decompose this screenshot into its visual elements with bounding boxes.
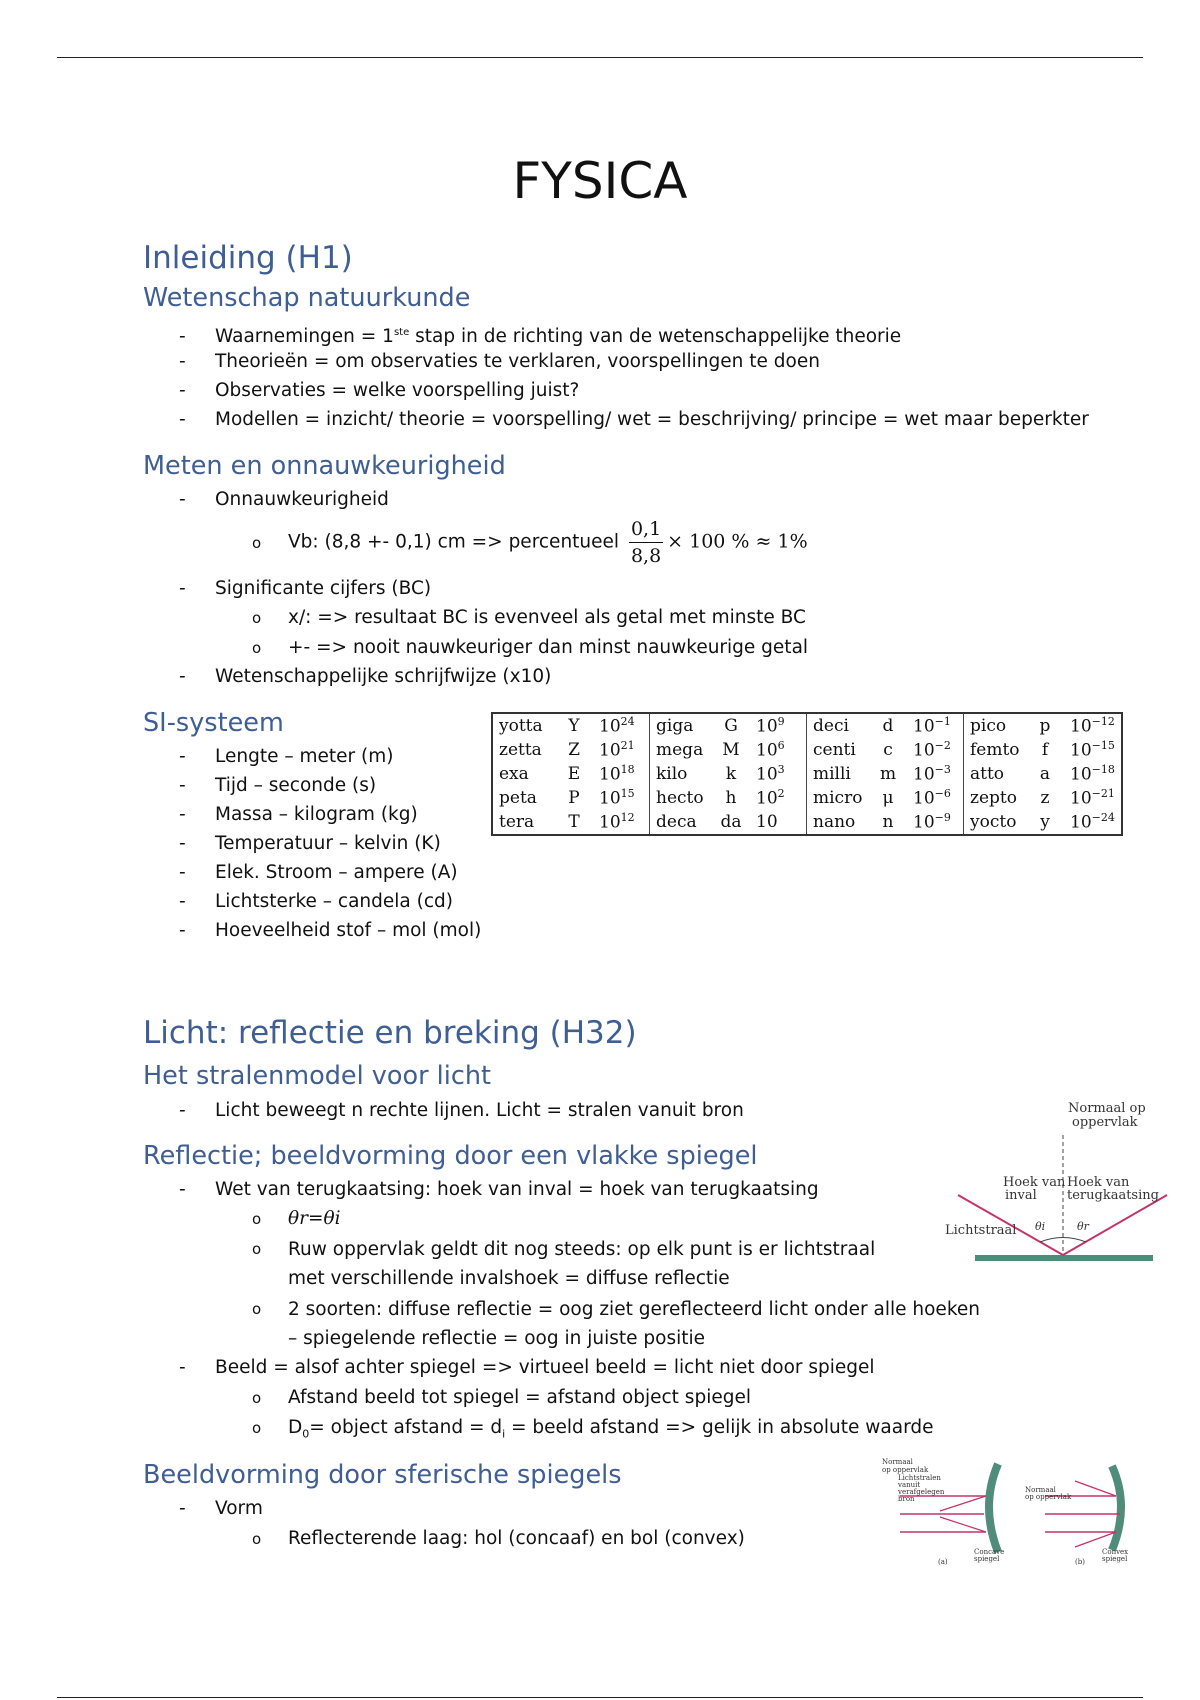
list-item: - Massa – kilogram (kg) <box>179 804 418 825</box>
concave-mirror <box>989 1464 998 1552</box>
prefix-name: exa <box>499 764 529 784</box>
a-normal-label: Normaal <box>882 1458 913 1466</box>
terug-label: terugkaatsing <box>1067 1188 1159 1203</box>
b-mirror-label: spiegel <box>1102 1555 1128 1563</box>
prefix-power: $10^3$ <box>750 762 807 786</box>
heading-stralen: Het stralenmodel voor licht <box>143 1061 492 1091</box>
list-item: - Theorieën = om observaties te verklaren, voorspellingen te doen <box>179 351 820 372</box>
fraction: $\frac{0,1}{8,8}$ <box>630 518 662 567</box>
list-subitem: o x/: => resultaat BC is evenveel als getal met minste BC <box>252 607 806 628</box>
a-mirror-label: Concave <box>974 1548 1005 1556</box>
prefix-name: yotta <box>499 716 543 736</box>
list-subitem: o Afstand beeld tot spiegel = afstand object spiegel <box>252 1387 751 1408</box>
list-item: - Wet van terugkaatsing: hoek van inval = hoek van terugkaatsing <box>179 1179 819 1200</box>
list-item: - Vorm <box>179 1498 263 1519</box>
a-rays-label: vanuit <box>898 1481 921 1489</box>
prefix-name: peta <box>499 788 537 808</box>
prefix-name: mega <box>656 740 704 760</box>
mirror-surface <box>975 1255 1153 1261</box>
list-item: - Lengte – meter (m) <box>179 746 394 767</box>
prefix-name: yocto <box>970 812 1017 832</box>
prefix-power: $10^{-6}$ <box>907 786 964 810</box>
prefix-name: milli <box>813 764 851 784</box>
list-subitem: o Vb: (8,8 +- 0,1) cm => percentueel $\frac{0,1}{8,8}$ × 100 % ≈ 1% <box>252 518 808 567</box>
prefix-symbol: f <box>1041 740 1049 760</box>
reflection-diagram <box>940 1095 1172 1267</box>
list-item: - Temperatuur – kelvin (K) <box>179 833 441 854</box>
prefix-symbol: d <box>882 716 894 736</box>
si-prefix-table <box>491 712 1123 836</box>
prefix-name: atto <box>970 764 1005 784</box>
prefix-power: $10^9$ <box>750 713 807 738</box>
b-normal-label: Normaal <box>1025 1486 1056 1494</box>
prefix-power: $10^2$ <box>750 786 807 810</box>
prefix-name: pico <box>970 716 1007 736</box>
prefix-power: $10^{-2}$ <box>907 738 964 762</box>
list-item: - Onnauwkeurigheid <box>179 489 389 510</box>
list-item: - Modellen = inzicht/ theorie = voorspelling/ wet = beschrijving/ principe = wet maar beperkter <box>179 409 1089 430</box>
prefix-symbol: n <box>882 812 894 832</box>
list-item: - Waarnemingen = 1ste stap in de richting van de wetenschappelijke theorie <box>179 326 902 348</box>
list-item: - Significante cijfers (BC) <box>179 578 432 599</box>
heading-reflectie: Reflectie; beeldvorming door een vlakke spiegel <box>143 1141 758 1171</box>
top-rule <box>57 57 1143 58</box>
ray-label: Lichtstraal <box>945 1223 1017 1238</box>
list-item: - Licht beweegt n rechte lijnen. Licht = stralen vanuit bron <box>179 1100 744 1121</box>
normal-label: oppervlak <box>1072 1115 1138 1130</box>
heading-licht: Licht: reflectie en breking (H32) <box>143 1015 637 1051</box>
inval-label: Hoek van <box>1003 1175 1066 1190</box>
prefix-power: $10^{-18}$ <box>1070 763 1115 785</box>
list-subitem: o $D_0=$ object $afstand = d_i$ = beeld afstand => gelijk in absolute waarde <box>252 1417 934 1441</box>
prefix-symbol: μ <box>882 788 894 808</box>
list-subitem: o +- => nooit nauwkeuriger dan minst nauwkeurige getal <box>252 637 809 658</box>
prefix-symbol: z <box>1040 788 1050 808</box>
prefix-name: nano <box>813 812 856 832</box>
theta-r-label: θr <box>1077 1220 1089 1233</box>
bottom-rule <box>57 1697 1143 1698</box>
page-title: FYSICA <box>512 152 688 210</box>
prefix-symbol: c <box>883 740 893 760</box>
si-table-row <box>492 810 1122 835</box>
prefix-name: giga <box>656 716 694 736</box>
prefix-symbol: h <box>725 788 737 808</box>
list-subitem: o θr=θi <box>252 1208 341 1229</box>
b-label: (b) <box>1075 1558 1085 1566</box>
prefix-name: zepto <box>970 788 1017 808</box>
list-item: - Lichtsterke – candela (cd) <box>179 891 453 912</box>
prefix-name: tera <box>499 812 535 832</box>
a-mirror-label: spiegel <box>974 1555 1000 1563</box>
heading-sferisch: Beeldvorming door sferische spiegels <box>143 1460 622 1490</box>
si-table-row <box>492 786 1122 810</box>
terug-label: Hoek van <box>1067 1175 1130 1190</box>
prefix-name: centi <box>813 740 856 760</box>
prefix-symbol: da <box>720 812 742 832</box>
b-mirror-label: Convex <box>1102 1548 1129 1556</box>
list-item: - Beeld = alsof achter spiegel => virtueel beeld = licht niet door spiegel <box>179 1357 875 1378</box>
prefix-symbol: P <box>568 788 580 808</box>
prefix-symbol: y <box>1040 812 1050 832</box>
ray <box>940 1517 986 1532</box>
ray <box>940 1496 986 1511</box>
prefix-power: $10^{-3}$ <box>907 762 964 786</box>
prefix-name: deca <box>656 812 697 832</box>
prefix-symbol: p <box>1039 716 1051 736</box>
prefix-name: deci <box>813 716 849 736</box>
spherical-mirrors-diagram <box>880 1456 1130 1571</box>
normal-label: Normaal op <box>1068 1101 1146 1116</box>
prefix-name: kilo <box>656 764 688 784</box>
theta-i-label: θi <box>1035 1220 1046 1233</box>
si-table-row <box>492 713 1122 738</box>
prefix-name: micro <box>813 788 863 808</box>
si-table-row <box>492 762 1122 786</box>
convex-mirror <box>1112 1466 1121 1550</box>
list-item: - Wetenschappelijke schrijfwijze (x10) <box>179 666 552 687</box>
a-normal-label: op oppervlak <box>882 1466 929 1474</box>
prefix-symbol: a <box>1039 764 1051 784</box>
a-rays-label: Lichtstralen <box>898 1474 941 1482</box>
prefix-power: $10^{21}$ <box>593 738 650 762</box>
a-rays-label: bron <box>898 1495 915 1503</box>
heading-si: SI-systeem <box>143 708 284 738</box>
prefix-power: $10^{-12}$ <box>1070 715 1115 737</box>
prefix-power: $10^{-15}$ <box>1070 739 1115 761</box>
prefix-power: $10^{18}$ <box>593 762 650 786</box>
prefix-power: $10^{24}$ <box>593 713 650 738</box>
heading-inleiding: Inleiding (H1) <box>143 240 353 276</box>
prefix-name: femto <box>970 740 1020 760</box>
prefix-power: 10 <box>750 810 807 835</box>
inval-label: inval <box>1005 1188 1037 1203</box>
heading-meten: Meten en onnauwkeurigheid <box>143 451 506 481</box>
ray <box>1075 1481 1116 1496</box>
list-item: - Hoeveelheid stof – mol (mol) <box>179 920 482 941</box>
list-item: - Tijd – seconde (s) <box>179 775 377 796</box>
prefix-power: $10^6$ <box>750 738 807 762</box>
list-subitem: o Ruw oppervlak geldt dit nog steeds: op elk punt is er lichtstraal met verschillende invalshoek = diffuse reflectie <box>252 1239 876 1289</box>
prefix-symbol: E <box>567 764 581 784</box>
prefix-symbol: G <box>724 716 738 736</box>
list-subitem: o Reflecterende laag: hol (concaaf) en bol (convex) <box>252 1528 745 1549</box>
prefix-power: $10^{-21}$ <box>1070 787 1115 809</box>
a-label: (a) <box>938 1558 948 1566</box>
prefix-symbol: M <box>722 740 740 760</box>
si-table-row <box>492 738 1122 762</box>
b-normal-label: op oppervlak <box>1025 1493 1072 1501</box>
prefix-power: $10^{15}$ <box>593 786 650 810</box>
list-item: - Elek. Stroom – ampere (A) <box>179 862 458 883</box>
prefix-symbol: k <box>725 764 737 784</box>
heading-wetenschap: Wetenschap natuurkunde <box>143 283 471 313</box>
list-item: - Observaties = welke voorspelling juist? <box>179 380 580 401</box>
a-rays-label: verafgelegen <box>898 1488 945 1496</box>
prefix-symbol: Y <box>568 716 580 736</box>
prefix-symbol: m <box>879 764 897 784</box>
prefix-symbol: Z <box>568 740 580 760</box>
prefix-power: $10^{-24}$ <box>1070 811 1115 833</box>
prefix-name: hecto <box>656 788 704 808</box>
prefix-name: zetta <box>499 740 542 760</box>
list-subitem: o 2 soorten: diffuse reflectie = oog ziet gereflecteerd licht onder alle hoeken – spiegelende reflectie = oog in juiste positie <box>252 1299 980 1349</box>
prefix-symbol: T <box>568 812 580 832</box>
prefix-power: $10^{-1}$ <box>907 713 964 738</box>
prefix-power: $10^{-9}$ <box>907 810 964 835</box>
prefix-power: $10^{12}$ <box>593 810 650 835</box>
